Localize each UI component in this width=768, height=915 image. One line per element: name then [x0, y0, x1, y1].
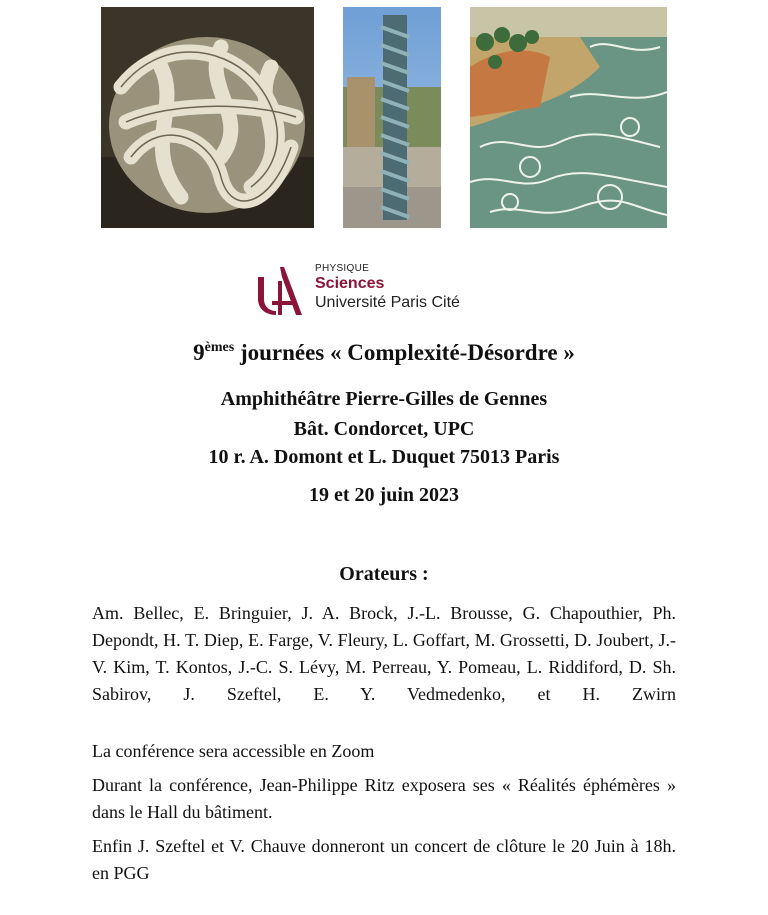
venue-building: Bât. Condorcet, UPC	[293, 418, 475, 440]
title-superscript: èmes	[204, 340, 235, 355]
snakes-sculpture-photo	[101, 7, 314, 228]
venue-street-address: 10 r. A. Domont et L. Duquet 75013 Paris	[208, 446, 560, 468]
title-number: 9	[193, 340, 205, 365]
event-title	[0, 340, 768, 366]
japanese-waves-print	[470, 7, 667, 228]
spiral-column-photo	[343, 7, 441, 228]
zoom-note: La conférence sera accessible en Zoom	[92, 741, 375, 761]
speakers-heading: Orateurs :	[339, 563, 429, 585]
logo-sciences-text: Sciences	[315, 275, 385, 292]
venue-name: Amphithéâtre Pierre-Gilles de Gennes	[220, 388, 548, 410]
title-text: journées « Complexité-Désordre »	[234, 340, 575, 365]
speakers-list: Am. Bellec, E. Bringuier, J. A. Brock, J.-L. Brousse, G. Chapouthier, Ph. Depondt, H. T. Diep, E. Farge, V. Fleury, L. Goffart, M. Grossetti, D. Joubert, J.-V. Kim, T. Kontos, J.-C. S. Lévy, M. Perreau, Y. Pomeau, L. Riddiford, D. Sh. Sabirov, J. Szeftel, E. Y. Vedmedenko, et H. Zwirn	[92, 603, 676, 704]
event-dates: 19 et 20 juin 2023	[309, 484, 459, 506]
logo-physique-text: PHYSIQUE	[315, 263, 370, 274]
concert-note: Enfin J. Szeftel et V. Chauve donneront un concert de clôture le 20 Juin à 18h. en PGG	[92, 836, 676, 883]
exhibition-note: Durant la conférence, Jean-Philippe Ritz exposera ses « Réalités éphémères » dans le Hall du bâtiment.	[92, 775, 676, 822]
upc-emblem-icon	[258, 267, 304, 315]
logo-university-text: Université Paris Cité	[315, 294, 460, 311]
universite-paris-cite-logo	[258, 263, 518, 315]
